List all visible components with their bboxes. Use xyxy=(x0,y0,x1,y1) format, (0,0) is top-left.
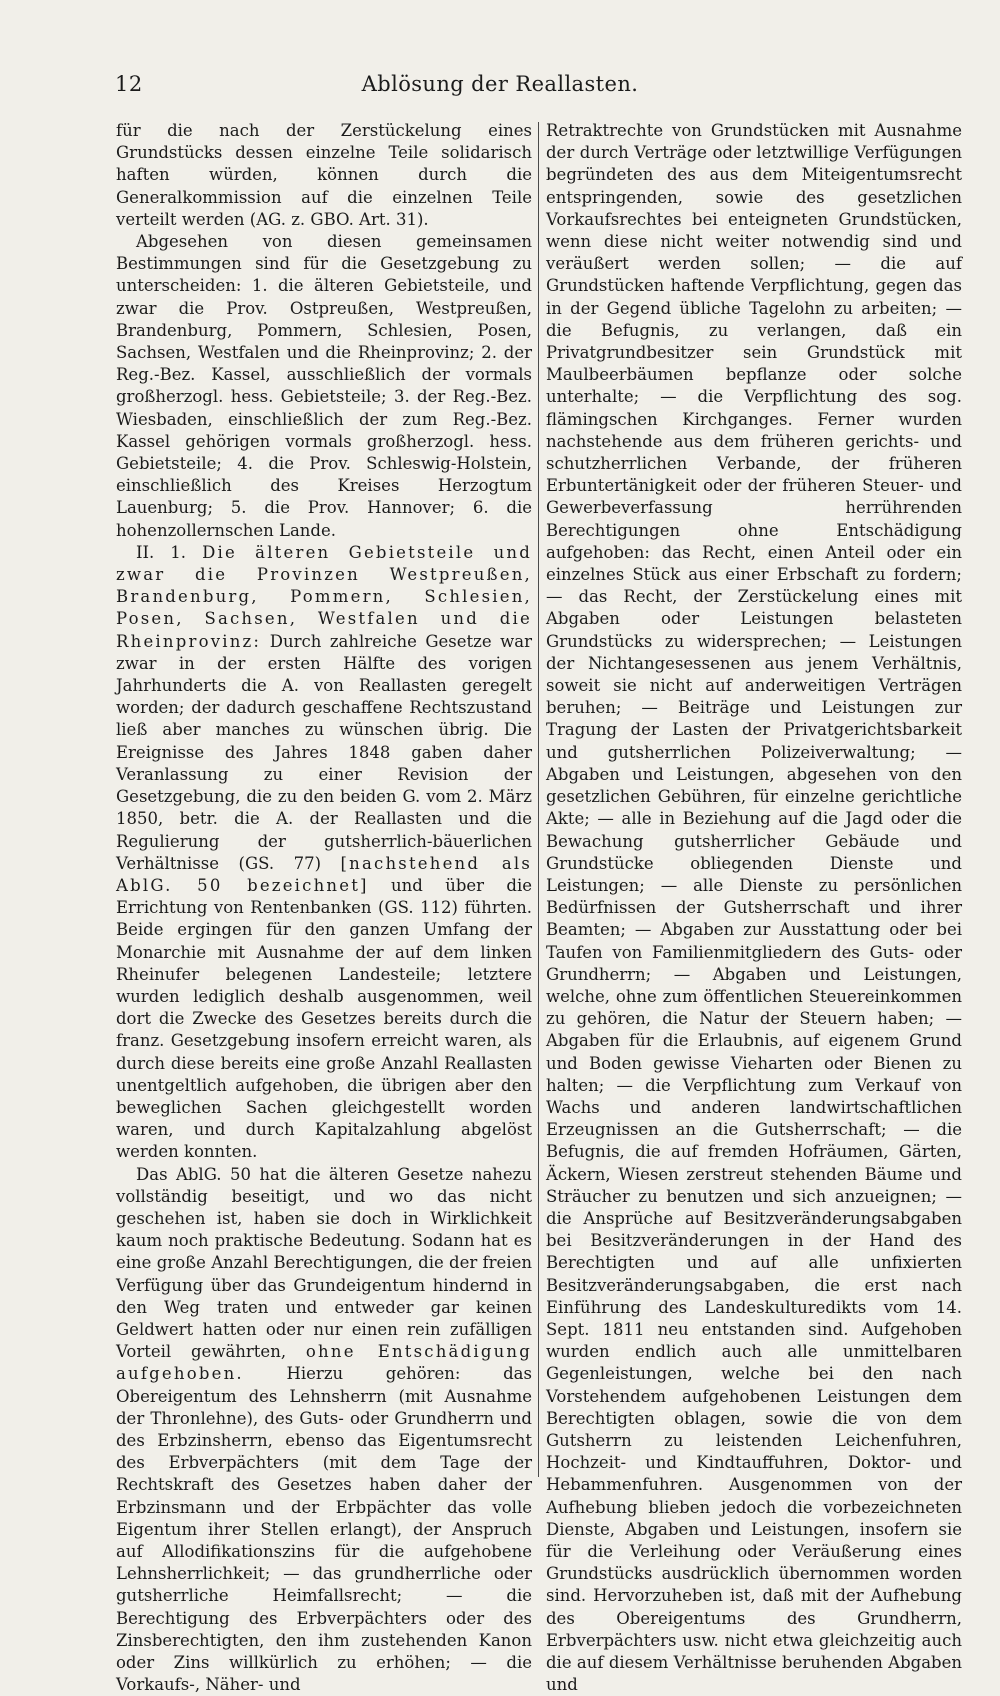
paragraph: für die nach der Zerstückelung eines Grundstücks dessen einzelne Teile solidarisch haften würden, können durch die Generalkommission auf die einzelnen Teile verteilt werden (AG. z. GBO. Art. 31). xyxy=(116,121,532,229)
page-number: 12 xyxy=(115,72,143,96)
running-head: Ablösung der Reallasten. xyxy=(361,72,639,96)
spaced-text: [nachstehend als AblG. 50 bezeichnet] xyxy=(116,853,532,895)
paragraph xyxy=(116,1164,532,1696)
column-rule xyxy=(538,122,539,1477)
paragraph: Retraktrechte von Grundstücken mit Ausnahme der durch Verträge oder letztwillige Verfügungen begründeten des aus dem Miteigentumsrecht entspringenden, sowie des gesetzlichen Vorkaufsrechtes bei enteigneten Grundstücken, wenn diese nicht weiter notwendig sind und veräußert werden sollen; — die auf Grundstücken haftende Verpflichtung, gegen das in der Gegend übliche Tagelohn zu arbeiten; — die Befugnis, zu verlangen, daß ein Privatgrundbesitzer sein Grundstück mit Maulbeerbäumen bepflanze oder solche unterhalte; — die Verpflichtung des sog. flämingschen Kirchganges. Ferner wurden nachstehende aus dem früheren gerichts- und schutzherrlichen Verbande, der früheren Erbuntertänigkeit oder der früheren Steuer- und Gewerbeverfassung herrührenden Berechtigungen ohne Entschädigung aufgehoben: das Recht, einen Anteil oder ein einzelnes Stück aus einer Erbschaft zu fordern; — das Recht, der Zerstückelung eines mit Abgaben oder Leistungen belasteten Grundstücks zu widersprechen; — Leistungen der Nichtangesessenen aus jenem Verhältnis, soweit sie nicht auf anderweitigen Verträgen beruhen; — Beiträge und Leistungen zur Tragung der Lasten der Privatgerichtsbarkeit und gutsherrlichen Polizeiverwaltung; — Abgaben und Leistungen, abgesehen von den gesetzlichen Gebühren, für einzelne gerichtliche Akte; — alle in Beziehung auf die Jagd oder die Bewachung gutsherrlicher Gebäude und Grundstücke obliegenden Dienste und Leistungen; — alle Dienste zu persönlichen Bedürfnissen der Gutsherrschaft und ihrer Beamten; — Abgaben zur Ausstattung oder bei Taufen von Familienmitgliedern des Guts- oder Grundherrn; — Abgaben und Leistungen, welche, ohne zum öffentlichen Steuereinkommen zu gehören, die Natur der Steuern haben; — Abgaben für die Erlaubnis, auf eigenem Grund und Boden gewisse Vieharten oder Bienen zu halten; — die Verpflichtung zum Verkauf von Wachs und anderen landwirtschaftlichen Erzeugnissen an die Gutsherrschaft; — die Befugnis, die auf fremden Hofräumen, Gärten, Äckern, Wiesen zerstreut stehenden Bäume und Sträucher zu benutzen und sich anzueignen; — die Ansprüche auf Besitzveränderungsabgaben bei Besitzveränderungen in der Hand des Berechtigten und auf alle unfixierten Besitzveränderungsabgaben, die erst nach Einführung des Landeskulturedikts vom 14. Sept. 1811 neu entstanden sind. Aufgehoben wurden endlich auch alle unmittelbaren Gegenleistungen, welche bei den nach Vorstehendem aufgehobenen Leistungen dem Berechtigten oblagen, sowie die von dem Gutsherrn zu leistenden Leichenfuhren, Hochzeit- und Kindtauffuhren, Doktor- und Hebammenfuhren. Ausgenommen von der Aufhebung blieben jedoch die vorbezeichneten Dienste, Abgaben und Leistungen, insofern sie für die Verleihung oder Veräußerung eines Grundstücks ausdrücklich übernommen worden sind. Hervorzuheben ist, daß mit der Aufhebung des Obereigentums des Grundherrn, Erbverpächters usw. nicht etwa gleichzeitig auch die auf diesem Verhältnisse beruhenden Abgaben und xyxy=(546,121,962,1695)
spaced-heading: Die älteren Gebietsteile und zwar die Provinzen Westpreußen, Brandenburg, Pommern, Schlesien, Posen, Sachsen, Westfalen und die Rheinprovinz: xyxy=(116,542,532,651)
paragraph-text: und über die Errichtung von Rentenbanken (GS. 112) führten. Beide ergingen für den ganzen Umfang der Monarchie mit Ausnahme der auf dem linken Rheinufer belegenen Landesteile; letztere wurden lediglich deshalb ausgenommen, weil dort die Zwecke des Gesetzes bereits durch die franz. Gesetzgebung insofern erreicht waren, als durch diese bereits eine große Anzahl Reallasten unentgeltlich aufgehoben, die übrigen aber den beweglichen Sachen gleichgestellt worden waren, und durch Kapitalzahlung abgelöst werden konnten. xyxy=(116,875,533,1162)
paragraph: Abgesehen von diesen gemeinsamen Bestimmungen sind für die Gesetzgebung zu unterscheiden: 1. die älteren Gebietsteile, und zwar die Prov. Ostpreußen, Westpreußen, Brandenburg, Pommern, Schlesien, Posen, Sachsen, Westfalen und die Rheinprovinz; 2. der Reg.-Bez. Kassel, ausschließlich der vormals großherzogl. hess. Gebietsteile; 3. der Reg.-Bez. Wiesbaden, einschließlich der zum Reg.-Bez. Kassel gehörigen vormals großherzogl. hess. Gebietsteile; 4. die Prov. Schleswig-Holstein, einschließlich des Kreises Herzogtum Lauenburg; 5. die Prov. Hannover; 6. die hohenzollernschen Lande. xyxy=(116,232,532,540)
paragraph xyxy=(116,542,532,1164)
right-column xyxy=(546,120,962,1696)
left-column xyxy=(116,120,532,1696)
paragraph-text: Durch zahlreiche Gesetze war zwar in der ersten Hälfte des vorigen Jahrhunderts die A. von Reallasten geregelt worden; der dadurch geschaffene Rechtszustand ließ aber manches zu wünschen übrig. Die Ereignisse des Jahres 1848 gaben daher Veranlassung zu einer Revision der Gesetzgebung, die zu den beiden G. vom 2. März 1850, betr. die A. der Reallasten und die Regulierung der gutsherrlich-bäuerlichen Verhältnisse (GS. 77) xyxy=(116,631,532,873)
spaced-text: ohne Entschädigung aufgehoben. xyxy=(116,1342,532,1384)
paragraph-text: Das AblG. 50 hat die älteren Gesetze nahezu vollständig beseitigt, und wo das nicht geschehen ist, haben sie doch in Wirklichkeit kaum noch praktische Bedeutung. Sodann hat es eine große Anzahl Berechtigungen, die der freien Verfügung über das Grundeigentum hindernd in den Weg traten und entweder gar keinen Geldwert hatten oder nur einen rein zufälligen Vorteil gewährten, xyxy=(116,1164,532,1362)
section-number: II. 1. xyxy=(136,542,187,562)
paragraph-text: Hierzu gehören: das Obereigentum des Lehnsherrn (mit Ausnahme der Thronlehne), des Guts- oder Grundherrn und des Erbzinsherrn, ebenso das Eigentumsrecht des Erbverpächters (mit dem Tage der Rechtskraft des Gesetzes haben daher der Erbzinsmann und der Erbpächter das volle Eigentum ihrer Stellen erlangt), der Anspruch auf Allodifikationszins für die aufgehobene Lehnsherrlichkeit; — das grundherrliche oder gutsherrliche Heimfallsrecht; — die Berechtigung des Erbverpächters oder des Zinsberechtigten, den ihm zustehenden Kanon oder Zins willkürlich zu erhöhen; — die Vorkaufs-, Näher- und xyxy=(116,1364,532,1695)
